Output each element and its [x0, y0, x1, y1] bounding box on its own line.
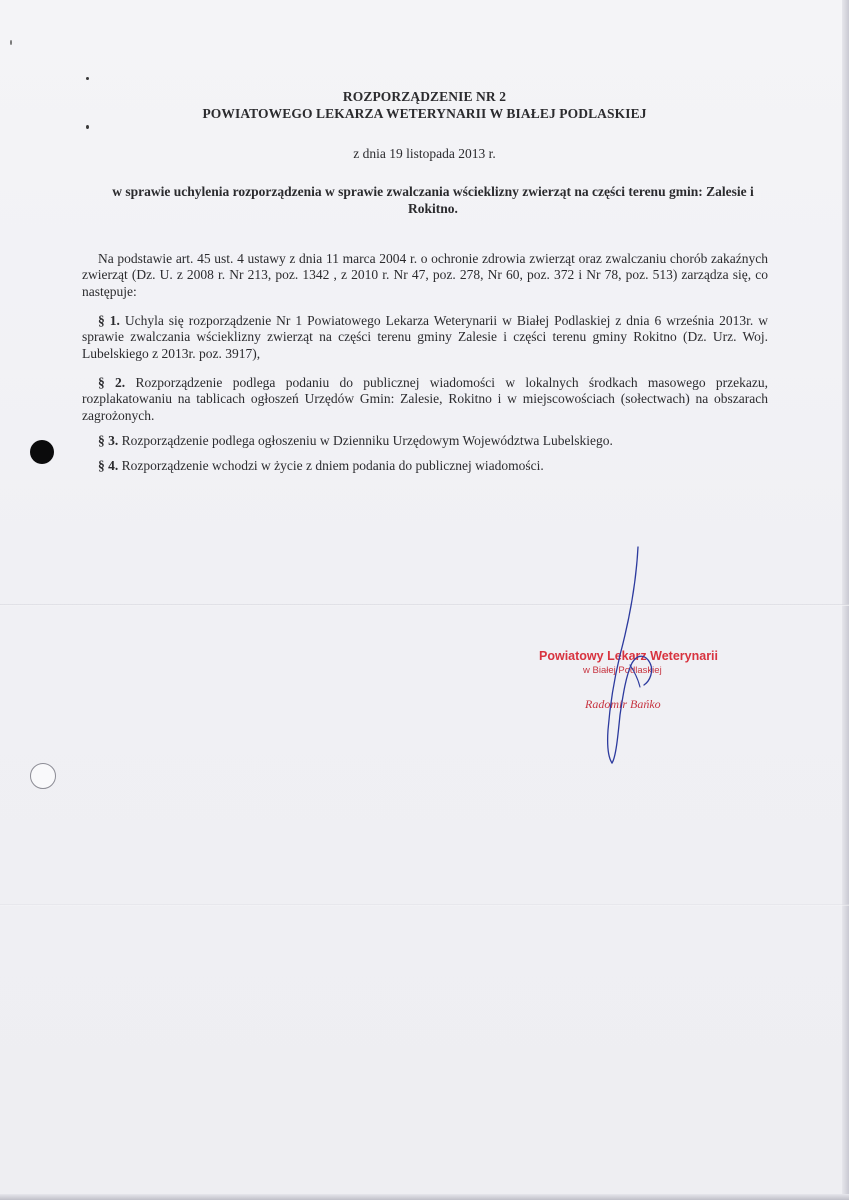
page-edge-shadow-bottom — [0, 1194, 849, 1200]
section-paragraph-1 — [82, 313, 768, 362]
official-stamp-title: Powiatowy Lekarz Weterynarii — [539, 649, 718, 663]
paper-fold-line — [0, 604, 849, 606]
section-number: § 3. — [98, 433, 119, 448]
scan-speck — [86, 125, 89, 129]
section-text: Rozporządzenie wchodzi w życie z dniem podania do publicznej wiadomości. — [118, 458, 544, 473]
intro-paragraph: Na podstawie art. 45 ust. 4 ustawy z dnia 11 marca 2004 r. o ochronie zdrowia zwierząt oraz zwalczaniu chorób zakaźnych zwierząt (Dz. U. z 2008 r. Nr 213, poz. 1342 , z 2010 r. Nr 47, poz. 278, Nr 60, poz. 372 i Nr 78, poz. 513) zarządza się, co następuje: — [82, 251, 768, 299]
section-number: § 2. — [98, 375, 126, 390]
document-date: z dnia 19 listopada 2013 r. — [353, 146, 496, 161]
document-subject: w sprawie uchylenia rozporządzenia w sprawie zwalczania wścieklizny zwierząt na części terenu gmin: Zalesie i Rokitno. — [112, 184, 754, 216]
punch-hole-dark — [30, 440, 54, 464]
page-edge-shadow-right — [842, 0, 849, 1200]
section-paragraph-4 — [82, 458, 768, 474]
section-paragraph-2 — [82, 375, 768, 424]
punch-hole-light — [30, 763, 56, 789]
scan-speck — [86, 77, 89, 80]
signature-stroke — [608, 547, 652, 763]
section-text: Rozporządzenie podlega podaniu do publicznej wiadomości w lokalnych środkach masowego przekazu, rozplakatowaniu na tablicach ogłoszeń Urzędów Gmin: Zalesie, Rokitno i w miejscowościach (sołectwach) na obszarach zagrożonych. — [82, 375, 768, 423]
section-paragraph-3 — [82, 433, 768, 449]
scan-speck — [10, 40, 12, 45]
section-number: § 1. — [98, 313, 120, 328]
section-text: Rozporządzenie podlega ogłoszeniu w Dzienniku Urzędowym Województwa Lubelskiego. — [118, 433, 613, 448]
document-title-line-1: ROZPORZĄDZENIE NR 2 — [342, 89, 507, 104]
paper-fold-line — [0, 904, 849, 906]
section-text: Uchyla się rozporządzenie Nr 1 Powiatowego Lekarza Weterynarii w Białej Podlaskiej z dnia 6 września 2013r. w sprawie zwalczania wścieklizny zwierząt na części terenu gminy Zalesie i części terenu gminy Rokitno (Dz. Urz. Woj. Lubelskiego z 2013r. poz. 3917), — [82, 313, 768, 361]
official-stamp-name: Radomir Bańko — [585, 697, 661, 711]
document-title-line-2: POWIATOWEGO LEKARZA WETERYNARII W BIAŁEJ PODLASKIEJ — [202, 106, 647, 121]
official-stamp-location: w Białej Podlaskiej — [583, 665, 662, 676]
signature-stroke — [630, 665, 640, 687]
section-number: § 4. — [98, 458, 119, 473]
handwritten-signature — [590, 545, 670, 775]
